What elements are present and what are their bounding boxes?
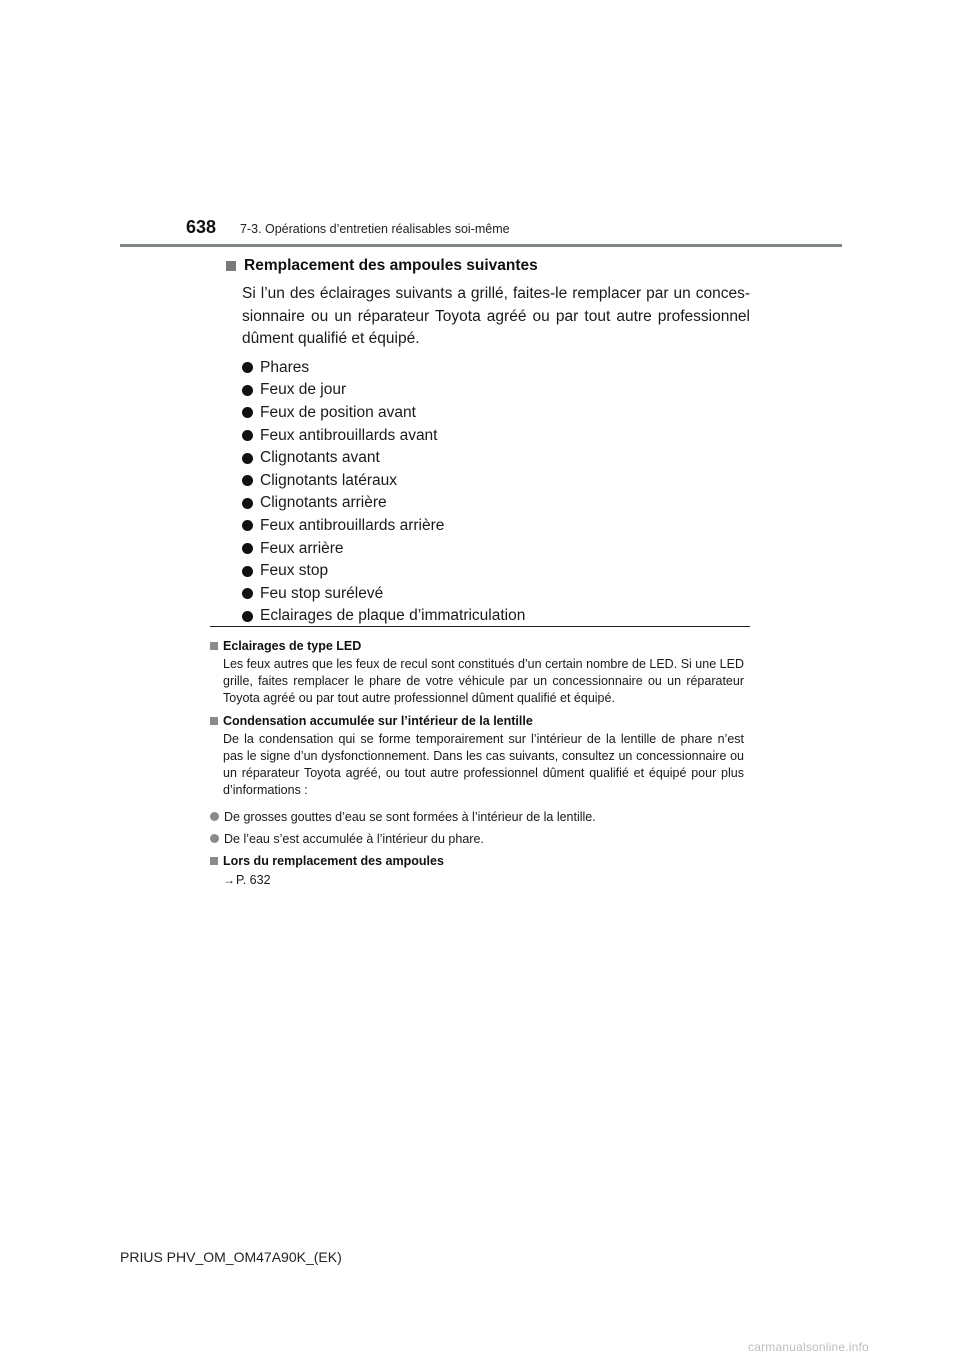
bullet-dot-icon [242, 385, 253, 396]
list-item-text: Feux de jour [260, 381, 347, 399]
arrow-right-icon: → [223, 873, 235, 887]
list-item-text: Clignotants avant [260, 449, 380, 467]
bullet-dot-icon [242, 566, 253, 577]
bullet-dot-icon [242, 543, 253, 554]
list-item [242, 379, 750, 402]
note-heading-text: Lors du remplacement des ampoules [223, 853, 444, 868]
header-rule [120, 244, 842, 247]
note-heading-condensation [210, 712, 744, 729]
list-item [242, 537, 750, 560]
bullet-dot-icon [242, 362, 253, 373]
note-text-led: Les feux autres que les feux de recul sont constitués d’un certain nombre de LED. Si une LED grille, faites remplacer le phare de votre véhicule par un concessionnaire ou un réparateur Toyota agréé ou par tout autre professionnel dûment qualifié et équipé. [223, 657, 744, 705]
bullet-dot-icon [210, 834, 219, 843]
note-text-condensation: De la condensation qui se forme temporairement sur l’intérieur de la lentille de phare n’est pas le signe d’un dysfonctionnement. Dans les cas suivants, consultez un concessionnaire ou un réparateur Toyota agréé, ou tout autre professionnel dûment qualifié et équipé pour plus d’informations : [223, 732, 744, 797]
section-title: 7-3. Opérations d’entretien réalisables soi-même [240, 222, 510, 236]
list-item [242, 469, 750, 492]
main-heading-text: Remplacement des ampoules suivantes [244, 257, 538, 274]
list-item [242, 582, 750, 605]
list-item-text: Feux de position avant [260, 403, 416, 421]
note-heading-text: Condensation accumulée sur l’intérieur de la lentille [223, 713, 533, 728]
list-item-text: Eclairages de plaque d’immatriculation [260, 607, 526, 625]
bulb-list [242, 357, 750, 628]
bullet-dot-icon [242, 588, 253, 599]
notes-section [210, 637, 744, 889]
list-item-text: Phares [260, 358, 310, 376]
list-item [242, 424, 750, 447]
page-number: 638 [186, 217, 217, 237]
main-paragraph: Si l’un des éclairages suivants a grillé, faites-le remplacer par un concessionnaire ou un réparateur Toyota agréé ou par tout autre professionnel dûment qualifié et équipé. [242, 285, 750, 347]
list-item [242, 560, 750, 583]
page-reference-text: P. 632 [236, 873, 271, 887]
main-heading [226, 255, 750, 277]
bullet-dot-icon [210, 812, 219, 821]
bullet-dot-icon [242, 453, 253, 464]
square-bullet-icon [226, 261, 236, 271]
main-section [226, 255, 750, 628]
list-item-text: Clignotants arrière [260, 494, 387, 512]
bullet-dot-icon [242, 498, 253, 509]
note-list-item-text: De grosses gouttes d’eau se sont formées à l’intérieur de la lentille. [224, 809, 596, 824]
bullet-dot-icon [242, 520, 253, 531]
note-list-item [210, 808, 744, 825]
list-item [242, 357, 750, 380]
note-list-item [210, 830, 744, 847]
list-item [242, 605, 750, 628]
list-item-text: Feux stop [260, 562, 329, 580]
square-bullet-icon [210, 642, 218, 650]
list-item [242, 447, 750, 470]
list-item-text: Feux antibrouillards arrière [260, 516, 445, 534]
list-item-text: Clignotants latéraux [260, 471, 397, 489]
note-heading-text: Eclairages de type LED [223, 638, 362, 653]
note-list-item-text: De l’eau s’est accumulée à l’intérieur du phare. [224, 831, 484, 846]
list-item [242, 492, 750, 515]
page-reference-link[interactable] [223, 871, 744, 889]
list-item-text: Feux arrière [260, 539, 344, 557]
square-bullet-icon [210, 717, 218, 725]
bullet-dot-icon [242, 430, 253, 441]
list-item [242, 515, 750, 538]
footer-code: PRIUS PHV_OM_OM47A90K_(EK) [120, 1249, 342, 1265]
section-divider [210, 626, 750, 627]
page-header [120, 214, 842, 248]
bullet-dot-icon [242, 611, 253, 622]
list-item-text: Feu stop surélevé [260, 584, 384, 602]
bullet-dot-icon [242, 407, 253, 418]
square-bullet-icon [210, 857, 218, 865]
note-heading-led [210, 637, 744, 654]
list-item-text: Feux antibrouillards avant [260, 426, 438, 444]
note-heading-replacement [210, 852, 744, 869]
list-item [242, 402, 750, 425]
bullet-dot-icon [242, 475, 253, 486]
watermark: carmanualsonline.info [748, 1340, 869, 1354]
